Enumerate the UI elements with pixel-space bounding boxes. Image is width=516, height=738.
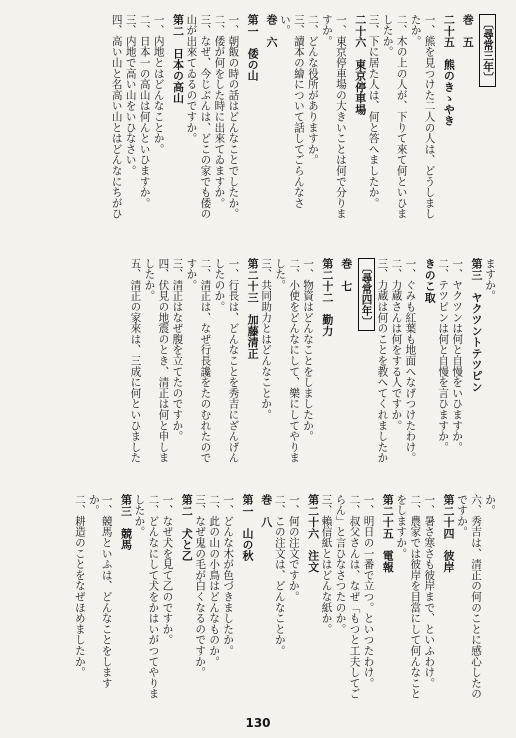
question-line: 一、何の注文ですか。 — [287, 494, 300, 602]
question-line: 一、なぜ犬を見て乙のですか。 — [161, 494, 174, 646]
question-line: したのか。 — [213, 258, 226, 312]
question-line: 三、力蔵は何のことを教へてくれましたか — [376, 258, 389, 464]
question-line: 一、東京停車場の大きいことは何で分りま — [334, 14, 347, 220]
question-line: 二、日本一の高山は何んといひますか。 — [138, 14, 151, 209]
question-line: 三、なぜ鬼の毛が白くなるのですか。 — [194, 494, 207, 678]
section-heading: 二十六 東京停車場 — [353, 14, 367, 115]
question-line: 一、競馬といふは、どんなことをしますか。 — [87, 494, 113, 689]
question-line: 三、賴信紙とはどんな紙か。 — [320, 494, 333, 635]
section-heading: きのこ取 — [423, 258, 437, 303]
section-heading: 巻 六 — [264, 14, 278, 48]
question-line: 二、テツピンは何と自慢を言ひますか。 — [437, 258, 450, 453]
section-heading: 巻 八 — [259, 494, 273, 528]
question-line: 二、この注文は、どんなことか。 — [273, 494, 286, 656]
question-line: 一、ぐみも紅葉も地面へなげつけたわけ。 — [404, 258, 417, 464]
question-line: 三、内地で高い山をいひなさい。 — [124, 14, 137, 176]
grade-heading-box — [479, 14, 496, 242]
grade-heading: 〔尋常四年〕 — [358, 258, 375, 331]
question-line: 三、なぜ、今じぶんは、どこの家でも倭の — [199, 14, 212, 220]
text-tier-top — [109, 14, 496, 242]
question-line: 一、朝飯の時の話はどんなことでしたか。 — [227, 14, 240, 220]
question-line: 一、物資はどんなことをしましたか。 — [302, 258, 315, 442]
question-line: したか。 — [143, 258, 156, 302]
question-line: したか。 — [133, 494, 146, 538]
section-heading: 第二 日本の高山 — [171, 14, 185, 104]
section-heading: 第三 ヤクツントテツピン — [470, 258, 484, 393]
question-line: 三、共同助力とはどんなことか。 — [260, 258, 273, 420]
question-line: い。 — [278, 14, 291, 36]
question-line: 一、明日の一番で立つ。といつたわけ。 — [362, 494, 375, 689]
question-line: 一、どんな木が色づきましたか。 — [222, 494, 235, 656]
question-line: 山が出來てゐるのですか。 — [185, 14, 198, 144]
question-line: 五、清正の家來は、三成に何といひました — [129, 258, 142, 464]
question-line: をしますか。 — [395, 494, 408, 559]
question-line: 二、小使をどんなにして、樂にしてやりま — [288, 258, 301, 464]
section-heading: 第二十四 彼岸 — [442, 494, 456, 573]
question-line: 六、秀吉は、清正の何のことに感心したの — [470, 494, 483, 700]
question-line: 二、清正は、なぜ行長讒をたのむれたので — [199, 258, 212, 464]
section-heading: 第一 倭の山 — [246, 14, 260, 82]
section-heading: 第二十五 電報 — [381, 494, 395, 573]
grade-heading-box — [358, 258, 375, 480]
question-line: ですか。 — [456, 494, 469, 538]
question-line: 一、暑さ寒さも彼岸まで、といふわけ。 — [423, 494, 436, 689]
question-line: 四、伏見の地震のとき、清正は何と申しま — [157, 258, 170, 464]
question-line: 二、叔父さんは、なぜ「もつと工夫してご — [348, 494, 361, 700]
question-line: 二、木の上の人が、下りて來て何といひま — [395, 14, 408, 220]
section-heading: 第二十六 注文 — [306, 494, 320, 573]
question-line: ますか。 — [484, 258, 496, 302]
question-line: 二、倭が何をした時に出來てゐますか。 — [213, 14, 226, 209]
question-line: たか。 — [409, 14, 422, 47]
section-heading: 第二十二 勤力 — [320, 258, 334, 337]
question-line: 三、讀本の繪について話してごらんなさ — [292, 14, 305, 209]
section-heading: 第二 犬と乙 — [180, 494, 194, 562]
section-heading: 第一 山の秋 — [241, 494, 254, 562]
question-line: 二、力蔵さんは何をする人ですか。 — [390, 258, 403, 431]
page-number: 130 — [245, 716, 271, 730]
question-line: らん」と言ひなさつたのか。 — [334, 494, 347, 635]
question-line: 三、下に居た人は、何と答へましたか。 — [367, 14, 380, 209]
question-line: 一、行長は、どんなことを秀吉にざんげん — [227, 258, 240, 464]
question-line: 三、清正はなぜ腹を立てたのですか。 — [171, 258, 184, 442]
section-heading: 巻 七 — [339, 258, 353, 292]
question-line: すか。 — [185, 258, 198, 291]
question-line: 一、熊を見つけた二人の人は、どうしまし — [423, 14, 436, 220]
question-line: か。 — [484, 494, 496, 516]
text-tier-middle — [128, 258, 497, 480]
question-line: 二、どんなにして犬をかはいがつてやりま — [147, 494, 160, 700]
section-heading: 二十五 熊のきゝやき — [442, 14, 456, 126]
question-line: 一、ヤクツンは何と自慢をいひますか。 — [451, 258, 464, 453]
section-heading: 巻 五 — [461, 14, 475, 48]
question-line: 四、高い山と名高い山とはどんなにちがひ — [110, 14, 123, 220]
question-line: すか。 — [320, 14, 333, 47]
grade-heading: 〔尋常三年〕 — [479, 14, 496, 87]
text-tier-bottom — [72, 494, 496, 706]
question-line: したか。 — [381, 14, 394, 58]
question-line: 二、耕造のことをなぜほめましたか。 — [73, 494, 86, 678]
question-line: 一、内地とはどんなことか。 — [152, 14, 165, 155]
question-line: 二、どんな役所がありますか。 — [306, 14, 319, 166]
question-line: 二、此の山の小鳥はどんなものか。 — [208, 494, 221, 667]
section-heading: 第三 競馬 — [119, 494, 133, 550]
question-line: 二、農家では彼岸を目當にして何んなこと — [409, 494, 422, 700]
section-heading: 第二十三 加藤清正 — [246, 258, 260, 359]
question-line: した。 — [274, 258, 287, 291]
